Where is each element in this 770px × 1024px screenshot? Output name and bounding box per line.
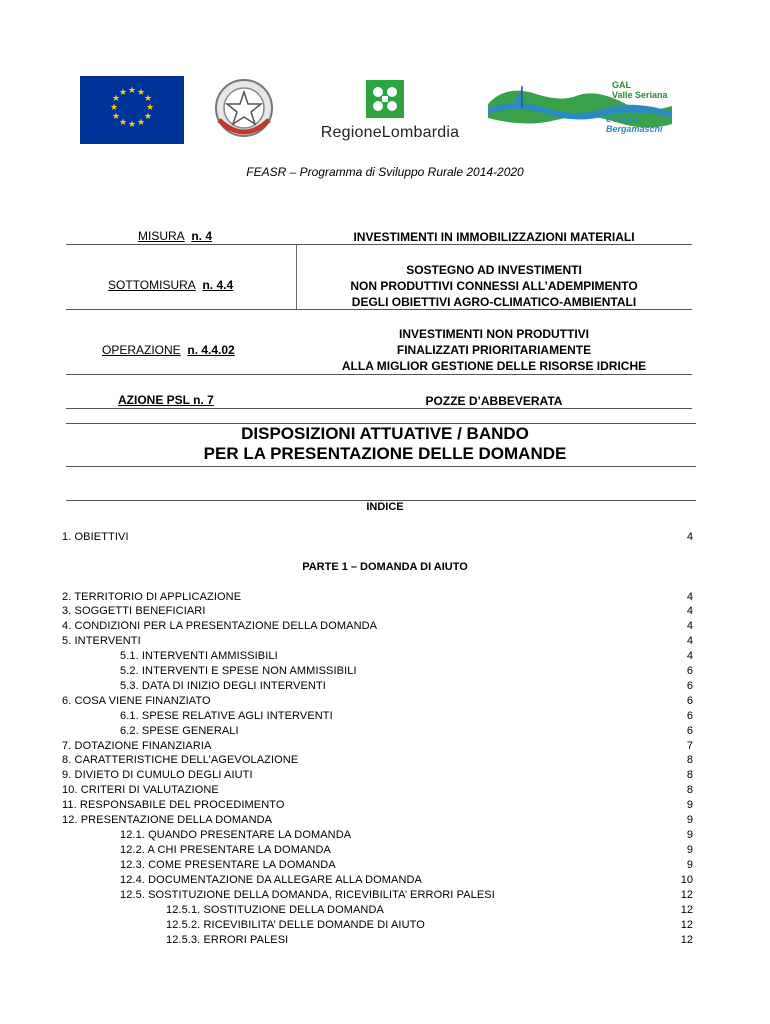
toc-entry: 5.3. DATA DI INIZIO DEGLI INTERVENTI (120, 680, 326, 692)
toc-page: 4 (686, 605, 693, 617)
svg-text:★: ★ (127, 120, 137, 130)
gal-line3: e Laghi Bergamaschi (606, 114, 663, 134)
svg-text:★: ★ (111, 94, 121, 104)
sottomisura-desc-line: NON PRODUTTIVI CONNESSI ALL’ADEMPIMENTO (350, 279, 638, 293)
toc-page: 4 (686, 650, 693, 662)
toc-page: 4 (686, 635, 693, 647)
regione-lombardia-text: RegioneLombardia (320, 124, 460, 141)
toc-page: 10 (680, 874, 693, 886)
azione-description (296, 393, 692, 409)
toc-page: 9 (686, 859, 693, 871)
operazione-desc-line: INVESTIMENTI NON PRODUTTIVI (398, 327, 589, 341)
svg-text:★: ★ (109, 103, 119, 113)
eu-flag-logo (80, 76, 184, 144)
toc-entry: 12.2. A CHI PRESENTARE LA DOMANDA (120, 844, 331, 856)
toc-entry: 12.3. COME PRESENTARE LA DOMANDA (120, 859, 336, 871)
toc-entry: 5. INTERVENTI (62, 635, 141, 647)
toc-page: 7 (686, 740, 693, 752)
svg-text:★: ★ (127, 86, 137, 96)
toc-page: 8 (686, 784, 693, 796)
gal-title (612, 80, 668, 100)
toc-entry: 12.5. SOSTITUZIONE DELLA DOMANDA, RICEVIBILITA’ ERRORI PALESI (120, 889, 495, 901)
logo-bar (0, 74, 770, 146)
toc-page: 12 (680, 919, 693, 931)
sottomisura-desc-line: DEGLI OBIETTIVI AGRO-CLIMATICO-AMBIENTALI (351, 295, 637, 309)
toc-entry: 3. SOGGETTI BENEFICIARI (62, 605, 206, 617)
divider (66, 466, 696, 467)
sottomisura-value: n. 4.4 (202, 278, 234, 292)
toc-entry: 8. CARATTERISTICHE DELL’AGEVOLAZIONE (62, 754, 299, 766)
toc-entry: 6. COSA VIENE FINANZIATO (62, 695, 211, 707)
toc-entry: 10. CRITERI DI VALUTAZIONE (62, 784, 219, 796)
operazione-desc-line: FINALIZZATI PRIORITARIAMENTE (396, 343, 592, 357)
toc-page: 8 (686, 754, 693, 766)
gal-valle-seriana-logo (486, 74, 676, 140)
misura-description (296, 229, 692, 245)
svg-text:★: ★ (136, 88, 146, 98)
part1-heading: PARTE 1 – DOMANDA DI AIUTO (302, 561, 468, 573)
svg-text:★: ★ (143, 112, 153, 122)
toc-entry: 12.5.3. ERRORI PALESI (166, 934, 289, 946)
operazione-desc-line: ALLA MIGLIOR GESTIONE DELLE RISORSE IDRICHE (341, 359, 647, 373)
toc-entry: 12. PRESENTAZIONE DELLA DOMANDA (62, 814, 273, 826)
toc-entry: 9. DIVIETO DI CUMULO DEGLI AIUTI (62, 769, 253, 781)
toc-page: 9 (686, 844, 693, 856)
toc-entry: 7. DOTAZIONE FINANZIARIA (62, 740, 212, 752)
svg-text:★: ★ (143, 94, 153, 104)
document-title-line: DISPOSIZIONI ATTUATIVE / BANDO (241, 424, 529, 443)
toc-entry: 4. CONDIZIONI PER LA PRESENTAZIONE DELLA DOMANDA (62, 620, 378, 632)
gal-line1: GAL (612, 80, 631, 90)
regione-lombardia-logo (310, 80, 470, 142)
regione-lombardia-cross-icon (366, 80, 404, 118)
operazione-value: n. 4.4.02 (187, 343, 235, 357)
operazione-description (296, 326, 692, 374)
sottomisura-label-text: SOTTOMISURA (108, 278, 196, 292)
azione-label (118, 393, 214, 407)
toc-entry: 12.4. DOCUMENTAZIONE DA ALLEGARE ALLA DOMANDA (120, 874, 422, 886)
misura-label-text: MISURA (138, 229, 185, 243)
toc-entry: 12.5.2. RICEVIBILITA’ DELLE DOMANDE DI AIUTO (166, 919, 425, 931)
toc-page: 4 (686, 620, 693, 632)
toc-page: 6 (686, 725, 693, 737)
toc-entry: 12.5.1. SOSTITUZIONE DELLA DOMANDA (166, 904, 384, 916)
sottomisura-desc-line: SOSTEGNO AD INVESTIMENTI (406, 263, 582, 277)
toc-page: 12 (680, 934, 693, 946)
sottomisura-label (108, 278, 233, 292)
toc-page: 6 (686, 665, 693, 677)
toc-page: 4 (686, 531, 693, 543)
toc-page: 6 (686, 710, 693, 722)
toc-page: 12 (680, 889, 693, 901)
svg-text:★: ★ (118, 118, 128, 128)
operazione-label (102, 343, 235, 357)
document-title (0, 424, 770, 464)
toc-page: 9 (686, 799, 693, 811)
toc-entry: 11. RESPONSABILE DEL PROCEDIMENTO (62, 799, 285, 811)
document-title-line: PER LA PRESENTAZIONE DELLE DOMANDE (203, 444, 567, 463)
misura-value: n. 4 (191, 229, 213, 243)
operazione-label-text: OPERAZIONE (102, 343, 181, 357)
toc-entry: 2. TERRITORIO DI APPLICAZIONE (62, 591, 242, 603)
toc-entry: 5.2. INTERVENTI E SPESE NON AMMISSIBILI (120, 665, 357, 677)
misura-label (138, 229, 212, 243)
toc-entry: 12.1. QUANDO PRESENTARE LA DOMANDA (120, 829, 352, 841)
toc-entry: 1. OBIETTIVI (62, 531, 129, 543)
italian-republic-emblem (207, 74, 281, 146)
svg-text:★: ★ (111, 112, 121, 122)
svg-text:★: ★ (145, 103, 155, 113)
toc-entry: 5.1. INTERVENTI AMMISSIBILI (120, 650, 278, 662)
toc-page: 12 (680, 904, 693, 916)
toc-page: 9 (686, 814, 693, 826)
index-heading: INDICE (366, 501, 404, 513)
toc-page: 6 (686, 695, 693, 707)
toc-page: 8 (686, 769, 693, 781)
svg-text:★: ★ (118, 88, 128, 98)
program-subtitle: FEASR – Programma di Sviluppo Rurale 2014-2020 (246, 165, 524, 179)
azione-label-text: AZIONE PSL n. 7 (118, 393, 214, 407)
svg-text:★: ★ (136, 118, 146, 128)
toc-page: 6 (686, 680, 693, 692)
toc-page: 9 (686, 829, 693, 841)
misura-desc-line: INVESTIMENTI IN IMMOBILIZZAZIONI MATERIALI (353, 230, 635, 244)
toc-entry: 6.1. SPESE RELATIVE AGLI INTERVENTI (120, 710, 333, 722)
toc-page: 4 (686, 591, 693, 603)
azione-desc-line: POZZE D’ABBEVERATA (425, 394, 563, 408)
sottomisura-description (296, 262, 692, 310)
divider (66, 374, 692, 375)
gal-line2: Valle Seriana (612, 90, 668, 100)
toc-entry: 6.2. SPESE GENERALI (120, 725, 239, 737)
